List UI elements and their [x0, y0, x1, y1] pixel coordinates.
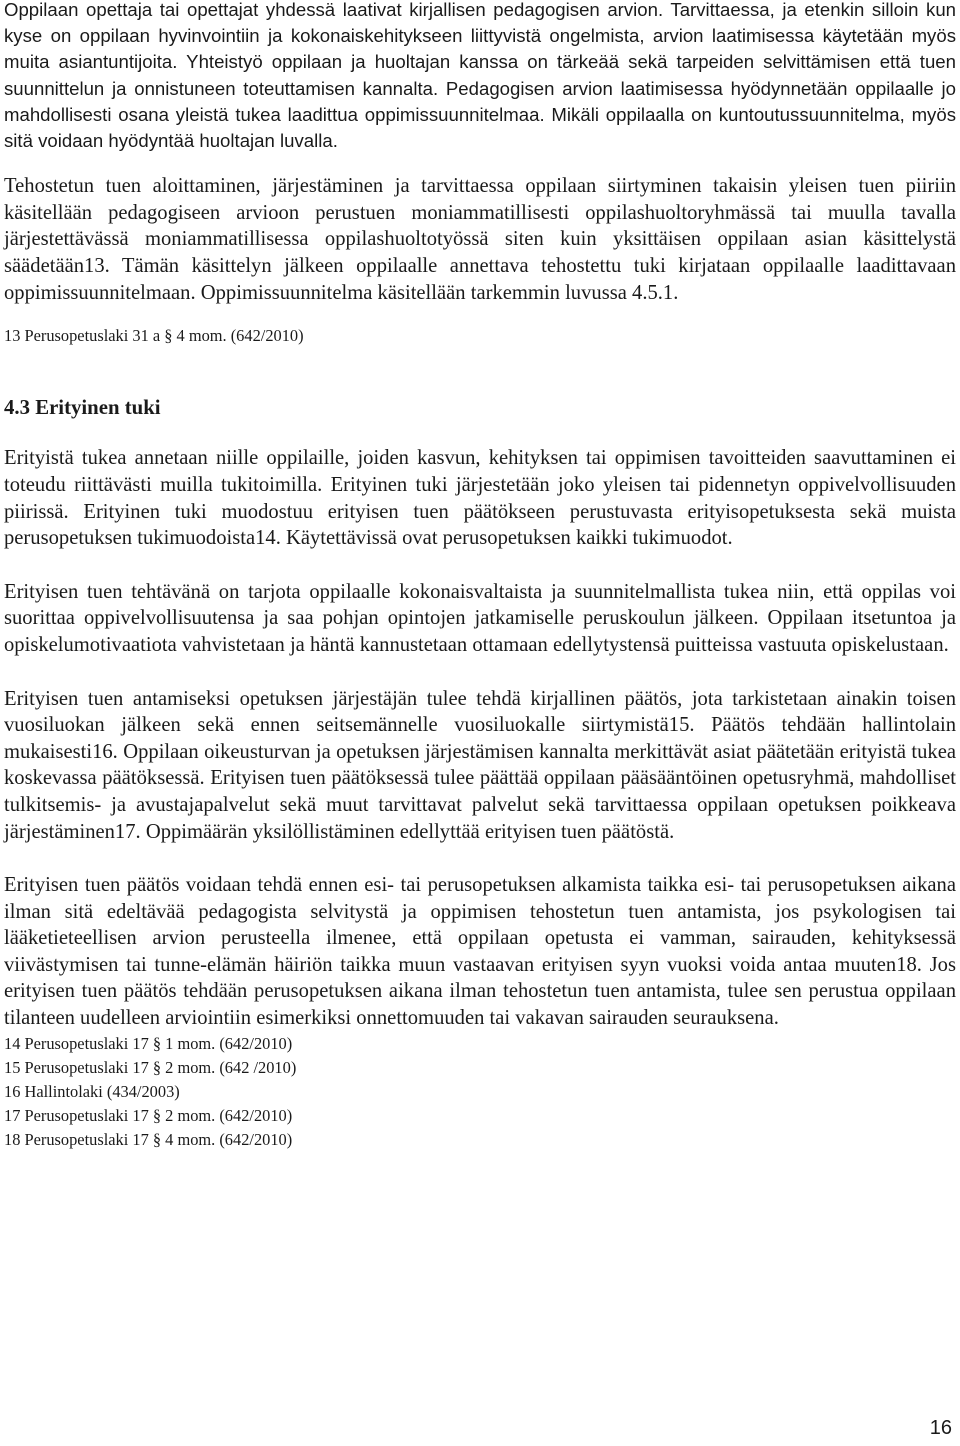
footnote-13: 13 Perusopetuslaki 31 a § 4 mom. (642/2010): [4, 326, 304, 346]
paragraph-1: Erityistä tukea annetaan niille oppilaille, joiden kasvun, kehityksen tai oppimisen tavoitteiden saavuttaminen ei toteudu riittävästi muilla tukitoimilla. Erityinen tuki järjestetään joko yleisen tai pidennetyn oppivelvollisuuden piirissä. Erityinen tuki muodostuu erityisen tuen päätökseen perustuvasta erityisopetuksesta sekä muista perusopetuksen tukimuodoista14. Käytettävissä ovat perusopetuksen kaikki tukimuodot.: [4, 447, 956, 550]
footnote-14: 14 Perusopetuslaki 17 § 1 mom. (642/2010): [4, 1033, 293, 1053]
paragraph-3: Erityisen tuen antamiseksi opetuksen järjestäjän tulee tehdä kirjallinen päätös, jota tarkistetaan ainakin toisen vuosiluokan jälkeen sekä ennen seitsemännelle vuosiluokalle siirtymistä15. Päätös tehdään hallintolain mukaisesti16. Oppilaan oikeusturvan ja opetuksen järjestämisen kannalta merkittävät asiat päätetään erityistä tukea koskevassa päätöksessä. Erityisen tuen päätöksessä tulee päättää oppilaan pääsääntöinen opetusryhmä, mahdolliset tulkitsemis- ja avustajapalvelut sekä muut tarvittavat palvelut sekä tarvittaessa oppilaan opetuksen poikkeava järjestäminen17. Oppimäärän yksilöllistäminen edellyttää erityisen tuen päätöstä.: [4, 687, 956, 843]
document-page: [4, 0, 956, 1153]
paragraph-2: Erityisen tuen tehtävänä on tarjota oppilaalle kokonaisvaltaista ja suunnitelmallista tukea niin, että oppilas voi suorittaa oppivelvollisuutensa ja saa pohjan opintojen jatkamiselle peruskoulun jälkeen. Oppilaan itsetuntoa ja opiskelumotivaatiota vahvistetaan ja häntä kannustetaan ottamaan edellytystensä puitteissa vastuuta opiskelustaan.: [4, 580, 956, 656]
footnote-16: 16 Hallintolaki (434/2003): [4, 1082, 180, 1102]
footnote-17: 17 Perusopetuslaki 17 § 2 mom. (642/2010): [4, 1106, 293, 1126]
page-number: 16: [929, 1417, 952, 1439]
footnote-15: 15 Perusopetuslaki 17 § 2 mom. (642 /2010): [4, 1057, 297, 1077]
footnotes: [4, 1032, 956, 1153]
tehostettu-paragraph: Tehostetun tuen aloittaminen, järjestäminen ja tarvittaessa oppilaan siirtyminen takaisin yleisen tuen piiriin käsitellään pedagogiseen arvioon perustuen moniammatillisesti oppilashuoltoryhmässä tai muulla tavalla järjestettävässä moniammatillisessa oppilashuoltotyössä siten kuin yksittäisen oppilaan asian käsittelystä säädetään13. Tämän käsittelyn jälkeen oppilaalle annettava tehostettu tuki kirjataan oppilaalle laadittavaan oppimissuunnitelmaan. Oppimissuunnitelma käsitellään tarkemmin luvussa 4.5.1.: [4, 175, 956, 304]
paragraph-4: Erityisen tuen päätös voidaan tehdä ennen esi- tai perusopetuksen alkamista taikka esi- tai perusopetuksen aikana ilman sitä edeltävää pedagogista selvitystä ja oppimisen tehostetun tuen antamista, jos psykologisen tai lääketieteellisen arvion perusteella ilmenee, että oppilaan opetusta ei vamman, sairauden, kehityksessä viivästymisen tai tunne-elämän häiriön taikka muun vastaavan erityisen syyn vuoksi voida antaa muuten18. Jos erityisen tuen päätös tehdään perusopetuksen aikana ilman tehostetun tuen antamista, tulee sen perustua oppilaan tilanteen uudelleen arviointiin esimerkiksi onnettomuuden tai vakavan sairauden seurauksena.: [4, 874, 956, 1030]
section-heading: 4.3 Erityinen tuki: [4, 396, 161, 420]
footnote-18: 18 Perusopetuslaki 17 § 4 mom. (642/2010): [4, 1130, 293, 1150]
intro-paragraph: Oppilaan opettaja tai opettajat yhdessä laativat kirjallisen pedagogisen arvion. Tarvittaessa, ja etenkin silloin kun kyse on oppilaan hyvinvointiin ja kokonaiskehitykseen liittyvistä ongelmista, arvion laatimisessa käytetään myös muita asiantuntijoita. Yhteistyö oppilaan ja huoltajan kanssa on tärkeää sekä tarpeiden selvittämisen että tuen suunnittelun ja onnistuneen toteuttamisen kannalta. Pedagogisen arvion laatimisessa hyödynnetään oppilaalle jo mahdollisesti osana yleistä tukea laadittua oppimissuunnitelmaa. Mikäli oppilaalla on kuntoutussuunnitelma, myös sitä voidaan hyödyntää huoltajan luvalla.: [4, 0, 956, 152]
